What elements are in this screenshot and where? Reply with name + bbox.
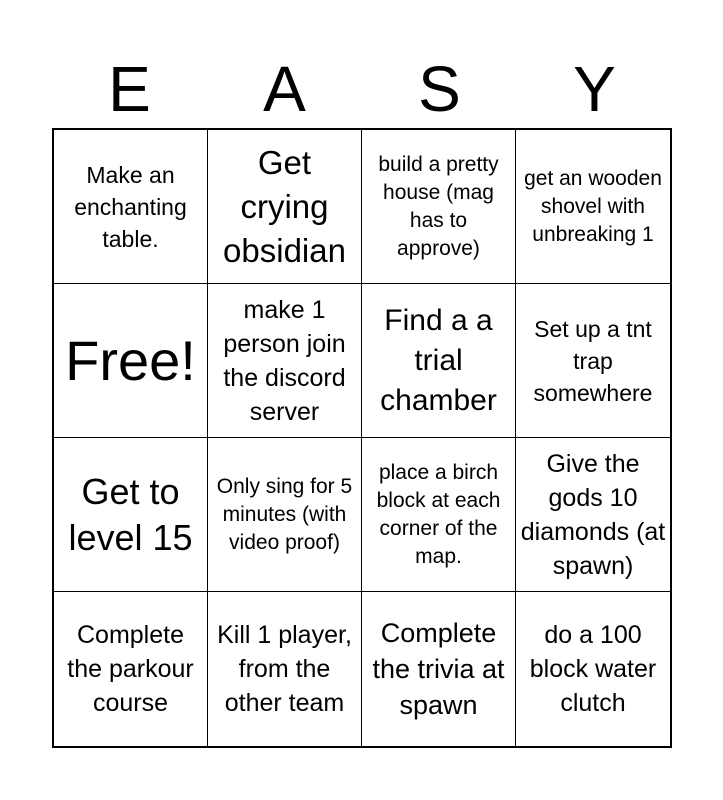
bingo-cell[interactable] xyxy=(362,592,516,746)
cell-text: place a birch block at each corner of the map. xyxy=(376,460,501,568)
title-letter-s: S xyxy=(418,53,461,125)
bingo-cell[interactable] xyxy=(208,438,362,592)
cell-text: Complete the parkour course xyxy=(67,621,194,717)
cell-text: Only sing for 5 minutes (with video proof) xyxy=(216,474,353,554)
bingo-cell[interactable] xyxy=(516,284,670,438)
bingo-cell[interactable] xyxy=(208,592,362,746)
cell-text: Complete the trivia at spawn xyxy=(372,618,505,720)
cell-text: make 1 person join the discord server xyxy=(223,295,346,426)
bingo-cell[interactable] xyxy=(362,130,516,284)
bingo-cell[interactable] xyxy=(54,130,208,284)
cell-text: get an wooden shovel with unbreaking 1 xyxy=(524,166,662,246)
bingo-cell[interactable] xyxy=(516,592,670,746)
bingo-cell[interactable] xyxy=(54,438,208,592)
cell-text: Get to level 15 xyxy=(68,470,193,558)
bingo-cell[interactable] xyxy=(362,284,516,438)
cell-text: build a pretty house (mag has to approve) xyxy=(378,152,499,260)
bingo-cell[interactable] xyxy=(208,284,362,438)
cell-text: do a 100 block water clutch xyxy=(529,621,657,717)
title-letter-y: Y xyxy=(573,53,616,125)
cell-text: Free! xyxy=(65,328,196,392)
bingo-cell[interactable] xyxy=(208,130,362,284)
cell-text: Set up a tnt trap somewhere xyxy=(533,315,653,406)
cell-text: Find a a trial chamber xyxy=(380,303,497,417)
bingo-free-cell[interactable] xyxy=(54,284,208,438)
title-letter-e: E xyxy=(108,53,151,125)
bingo-board xyxy=(52,128,672,748)
cell-text: Kill 1 player, from the other team xyxy=(217,621,352,717)
bingo-cell[interactable] xyxy=(516,438,670,592)
cell-text: Get crying obsidian xyxy=(223,143,346,269)
bingo-cell[interactable] xyxy=(516,130,670,284)
bingo-cell[interactable] xyxy=(54,592,208,746)
cell-text: Give the gods 10 diamonds (at spawn) xyxy=(520,449,666,580)
bingo-cell[interactable] xyxy=(362,438,516,592)
cell-text: Make an enchanting table. xyxy=(74,161,187,252)
bingo-title xyxy=(52,50,672,128)
title-letter-a: A xyxy=(263,53,306,125)
